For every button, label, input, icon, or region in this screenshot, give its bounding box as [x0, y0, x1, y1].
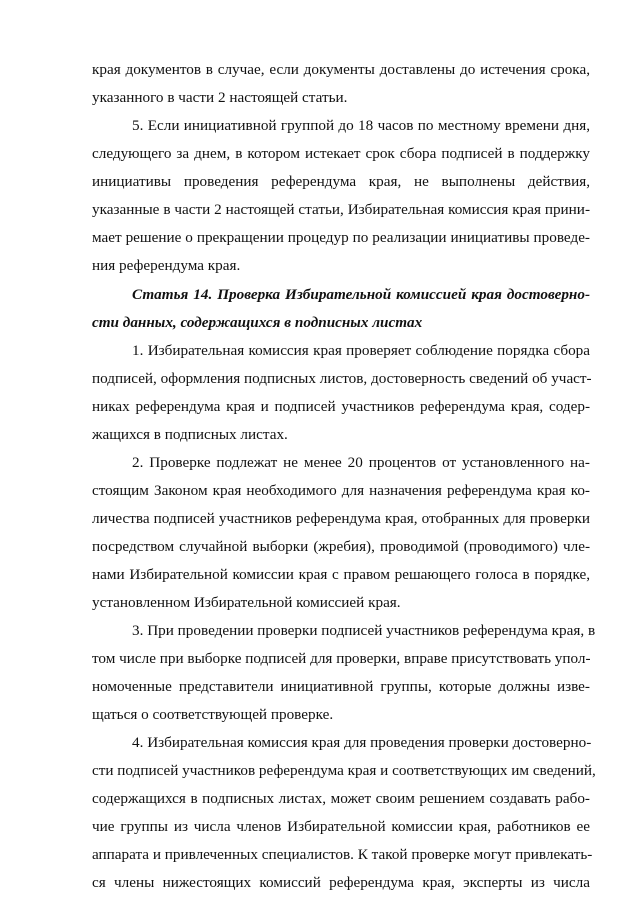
paragraph-first-line: 1. Избирательная комиссия края проверяет соблюдение порядка сбора [132, 342, 590, 359]
text-line: мает решение о прекращении процедур по реализации инициативы проведе- [92, 229, 590, 246]
text-line: щаться о соответствующей проверке. [92, 706, 334, 723]
text-line: следующего за днем, в котором истекает срок сбора подписей в поддержку [92, 145, 590, 162]
text-line: аппарата и привлеченных специалистов. К такой проверке могут привлекать- [92, 846, 593, 863]
text-line: подписей, оформления подписных листов, достоверность сведений об участ- [92, 370, 592, 387]
text-line: том числе при выборке подписей для проверки, вправе присутствовать упол- [92, 650, 591, 667]
text-line: сти подписей участников референдума края и соответствующих им сведений, [92, 762, 596, 779]
text-line: нами Избирательной комиссии края с правом решающего голоса в порядке, [92, 566, 590, 583]
text-line: края документов в случае, если документы доставлены до истечения срока, [92, 61, 590, 78]
text-line: инициативы проведения референдума края, не выполнены действия, [92, 173, 590, 190]
text-line: жащихся в подписных листах. [92, 426, 288, 443]
article-heading-continued: сти данных, содержащихся в подписных листах [92, 314, 423, 331]
text-line: ния референдума края. [92, 257, 241, 274]
text-line: ся члены нижестоящих комиссий референдума края, эксперты из числа [92, 874, 590, 891]
text-line: личества подписей участников референдума края, отобранных для проверки [92, 510, 590, 527]
text-line: указанного в части 2 настоящей статьи. [92, 89, 348, 106]
text-line: стоящим Законом края необходимого для назначения референдума края ко- [92, 482, 590, 499]
paragraph-first-line: 5. Если инициативной группой до 18 часов по местному времени дня, [132, 117, 590, 134]
text-line: указанные в части 2 настоящей статьи, Избирательная комиссия края прини- [92, 201, 590, 218]
text-line: посредством случайной выборки (жребия), проводимой (проводимого) чле- [92, 538, 590, 555]
text-line: никах референдума края и подписей участников референдума края, содер- [92, 398, 590, 415]
text-line: установленном Избирательной комиссией края. [92, 594, 401, 611]
paragraph-first-line: 3. При проведении проверки подписей участников референдума края, в [132, 622, 596, 639]
text-line: номоченные представители инициативной группы, которые должны изве- [92, 678, 590, 695]
text-line: содержащихся в подписных листах, может своим решением создавать рабо- [92, 790, 590, 807]
article-heading: Статья 14. Проверка Избирательной комиссией края достоверно- [132, 286, 590, 303]
text-line: чие группы из числа членов Избирательной комиссии края, работников ее [92, 818, 590, 835]
paragraph-first-line: 4. Избирательная комиссия края для проведения проверки достоверно- [132, 734, 592, 751]
paragraph-first-line: 2. Проверке подлежат не менее 20 процентов от установленного на- [132, 454, 590, 471]
